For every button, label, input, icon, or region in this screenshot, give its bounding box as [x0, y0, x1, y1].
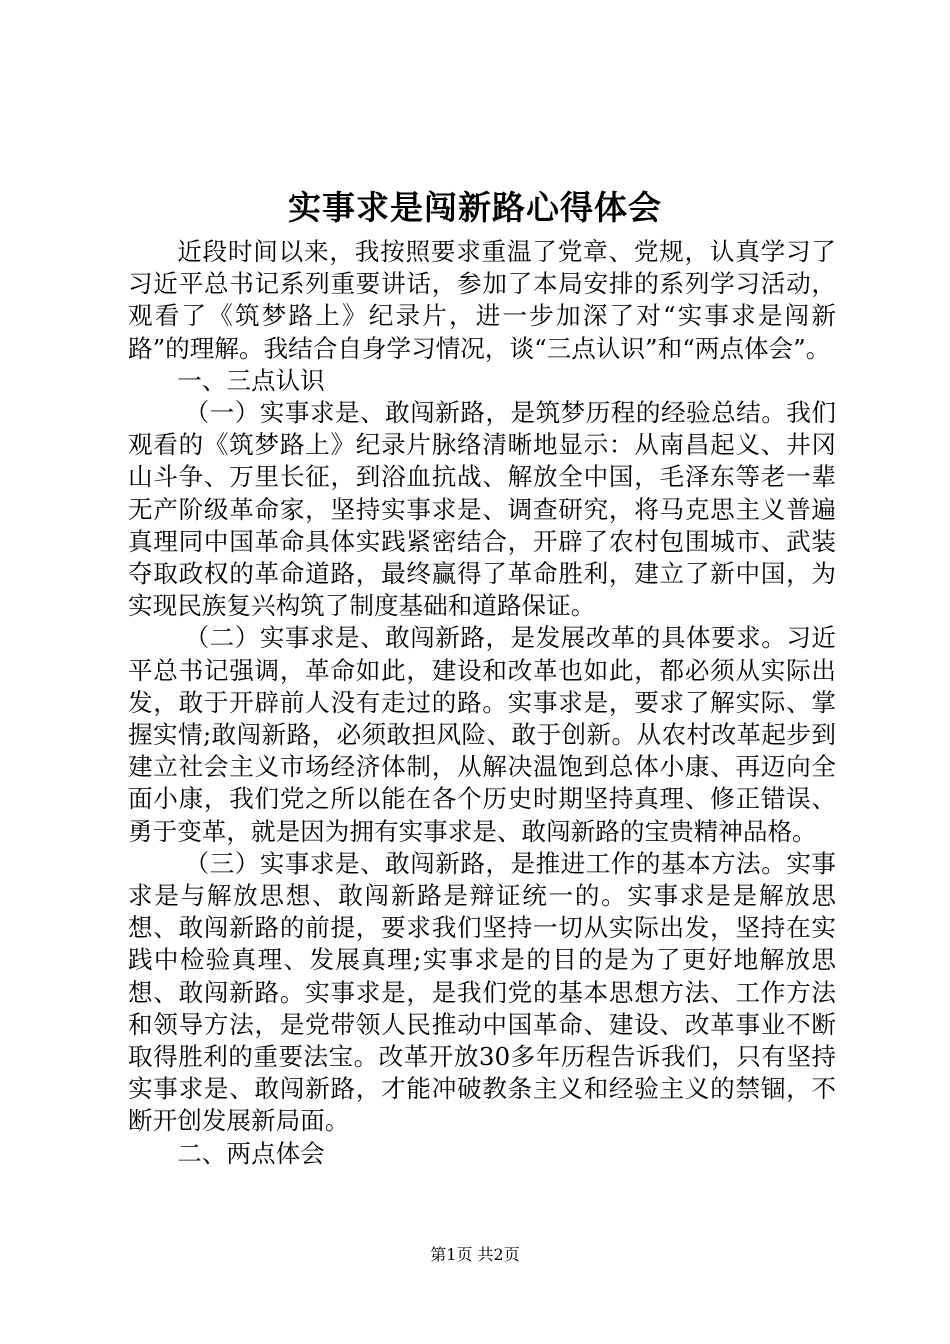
- point-paragraph-1: （一）实事求是、敢闯新路，是筑梦历程的经验总结。我们观看的《筑梦路上》纪录片脉络清晰地显示：从南昌起义、井冈山斗争、万里长征，到浴血抗战、解放全中国，毛泽东等老一辈无产阶级革命家，坚持实事求是、调查研究，将马克思主义普遍真理同中国革命具体实践紧密结合，开辟了农村包围城市、武装夺取政权的革命道路，最终赢得了革命胜利，建立了新中国，为实现民族复兴构筑了制度基础和道路保证。: [128, 398, 836, 621]
- point-paragraph-2: （二）实事求是、敢闯新路，是发展改革的具体要求。习近平总书记强调，革命如此，建设和改革也如此，都必须从实际出发，敢于开辟前人没有走过的路。实事求是，要求了解实际、掌握实情;敢闯新路，必须敢担风险、敢于创新。从农村改革起步到建立社会主义市场经济体制，从解决温饱到总体小康、再迈向全面小康，我们党之所以能在各个历史时期坚持真理、修正错误、勇于变革，就是因为拥有实事求是、敢闯新路的宝贵精神品格。: [128, 623, 836, 846]
- page-footer: 第1页 共2页: [430, 1245, 520, 1264]
- point-paragraph-3: （三）实事求是、敢闯新路，是推进工作的基本方法。实事求是与解放思想、敢闯新路是辩证统一的。实事求是是解放思想、敢闯新路的前提，要求我们坚持一切从实际出发，坚持在实践中检验真理、发展真理;实事求是的目的是为了更好地解放思想、敢闯新路。实事求是，是我们党的基本思想方法、工作方法和领导方法，是党带领人民推动中国革命、建设、改革事业不断取得胜利的重要法宝。改革开放30多年历程告诉我们，只有坚持实事求是、敢闯新路，才能冲破教条主义和经验主义的禁锢，不断开创发展新局面。: [128, 848, 836, 1136]
- page-title: 实事求是闯新路心得体会: [288, 188, 662, 227]
- document-body: [128, 236, 836, 1170]
- section-heading-1: 一、三点认识: [177, 365, 325, 395]
- intro-paragraph: 近段时间以来，我按照要求重温了党章、党规，认真学习了习近平总书记系列重要讲话，参加了本局安排的系列学习活动，观看了《筑梦路上》纪录片，进一步加深了对“实事求是闯新路”的理解。我结合自身学习情况，谈“三点认识”和“两点体会”。: [128, 237, 836, 363]
- section-heading-2: 二、两点体会: [177, 1138, 325, 1168]
